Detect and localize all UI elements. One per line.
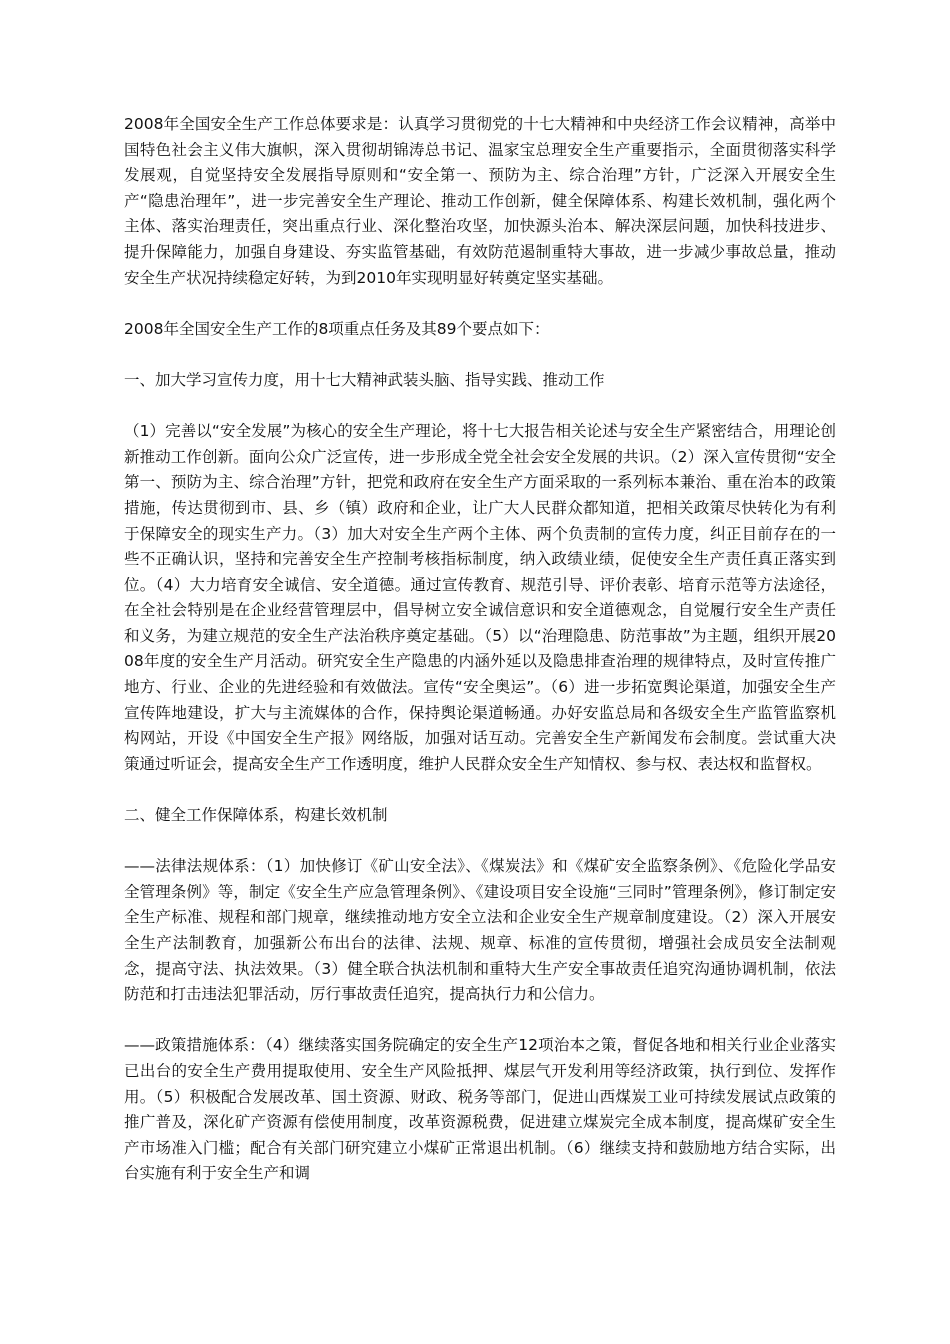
section-heading-1: 一、加大学习宣传力度，用十七大精神武装头脑、指导实践、推动工作 [124,370,605,389]
section-heading-2: 二、健全工作保障体系，构建长效机制 [124,806,388,825]
document-page [124,112,836,1213]
intro-paragraph: 2008年全国安全生产工作总体要求是：认真学习贯彻党的十七大精神和中央经济工作会议精神，高举中国特色社会主义伟大旗帜，深入贯彻胡锦涛总书记、温家宝总理安全生产重要指示，全面贯彻落实科学发展观，自觉坚持安全发展指导原则和“安全第一、预防为主、综合治理”方针，广泛深入开展安全生产“隐患治理年”，进一步完善安全生产理论、推动工作创新，健全保障体系、构建长效机制，强化两个主体、落实治理责任，突出重点行业、深化整治攻坚，加快源头治本、解决深层问题，加快科技进步、提升保障能力，加强自身建设、夯实监管基础，有效防范遏制重特大事故，进一步减少事故总量，推动安全生产状况持续稳定好转，为到2010年实现明显好转奠定坚实基础。 [124,115,836,287]
policy-system-paragraph: ——政策措施体系：（4）继续落实国务院确定的安全生产12项治本之策，督促各地和相关行业企业落实已出台的安全生产费用提取使用、安全生产风险抵押、煤层气开发利用等经济政策，执行到位、发挥作用。（5）积极配合发展改革、国土资源、财政、税务等部门，促进山西煤炭工业可持续发展试点政策的推广普及，深化矿产资源有偿使用制度，改革资源税费，促进建立煤炭完全成本制度，提高煤矿安全生产市场准入门槛；配合有关部门研究建立小煤矿正常退出机制。（6）继续支持和鼓励地方结合实际，出台实施有利于安全生产和调 [124,1036,836,1183]
legal-system-paragraph: ——法律法规体系：（1）加快修订《矿山安全法》、《煤炭法》和《煤矿安全监察条例》、《危险化学品安全管理条例》等，制定《安全生产应急管理条例》、《建设项目安全设施“三同时”管理条例》，修订制定安全生产标准、规程和部门规章，继续推动地方安全立法和企业安全生产规章制度建设。（2）深入开展安全生产法制教育，加强新公布出台的法律、法规、规章、标准的宣传贯彻，增强社会成员安全法制观念，提高守法、执法效果。（3）健全联合执法机制和重特大生产安全事故责任追究沟通协调机制，依法防范和打击违法犯罪活动，厉行事故责任追究，提高执行力和公信力。 [124,857,836,1004]
tasks-summary: 2008年全国安全生产工作的8项重点任务及其89个要点如下： [124,319,550,338]
section-1-body: （1）完善以“安全发展”为核心的安全生产理论，将十七大报告相关论述与安全生产紧密结合，用理论创新推动工作创新。面向公众广泛宣传，进一步形成全党全社会安全发展的共识。（2）深入宣传贯彻“安全第一、预防为主、综合治理”方针，把党和政府在安全生产方面采取的一系列标本兼治、重在治本的政策措施，传达贯彻到市、县、乡（镇）政府和企业，让广大人民群众都知道，把相关政策尽快转化为有利于保障安全的现实生产力。（3）加大对安全生产两个主体、两个负责制的宣传力度，纠正目前存在的一些不正确认识，坚持和完善安全生产控制考核指标制度，纳入政绩业绩，促使安全生产责任真正落实到位。（4）大力培育安全诚信、安全道德。通过宣传教育、规范引导、评价表彰、培育示范等方法途径，在全社会特别是在企业经营管理层中，倡导树立安全诚信意识和安全道德观念，自觉履行安全生产责任和义务，为建立规范的安全生产法治秩序奠定基础。（5）以“治理隐患、防范事故”为主题，组织开展2008年度的安全生产月活动。研究安全生产隐患的内涵外延以及隐患排查治理的规律特点，及时宣传推广地方、行业、企业的先进经验和有效做法。宣传“安全奥运”。（6）进一步拓宽舆论渠道，加强安全生产宣传阵地建设，扩大与主流媒体的合作，保持舆论渠道畅通。办好安监总局和各级安全生产监管监察机构网站，开设《中国安全生产报》网络版，加强对话互动。完善安全生产新闻发布会制度。尝试重大决策通过听证会，提高安全生产工作透明度，维护人民群众安全生产知情权、参与权、表达权和监督权。 [124,422,836,773]
